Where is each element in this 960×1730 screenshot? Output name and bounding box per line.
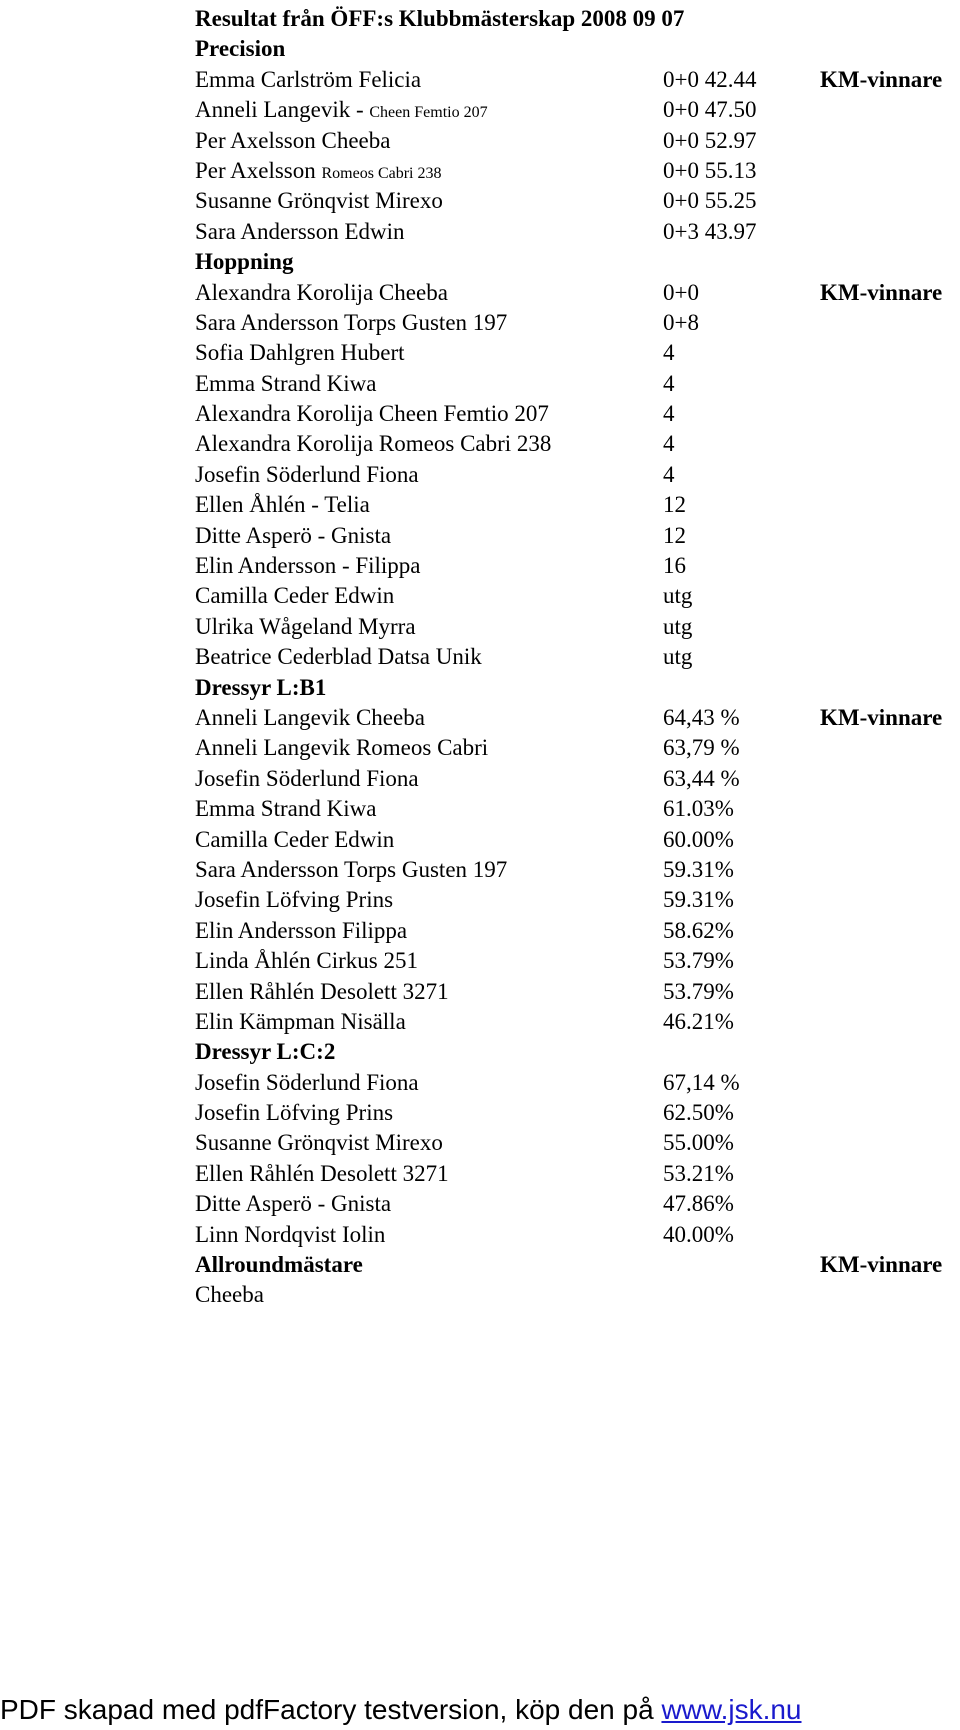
rider-name: Susanne Grönqvist Mirexo: [195, 188, 443, 214]
rider-name: Emma Carlström Felicia: [195, 66, 422, 92]
result-row: [195, 186, 955, 216]
rider-name: Alexandra Korolija Cheen Femtio 207: [195, 401, 549, 427]
result-value: 63,79 %: [663, 735, 740, 761]
result-row: [195, 764, 955, 794]
rider-horse-name: [195, 1220, 385, 1250]
result-value: 0+0: [663, 279, 699, 305]
rider-name: Alexandra Korolija Romeos Cabri 238: [195, 431, 552, 457]
rider-name: Anneli Langevik Romeos Cabri: [195, 735, 489, 761]
rider-name: Sara Andersson Edwin: [195, 218, 405, 244]
rider-horse-name: [195, 278, 448, 308]
rider-name: Cheeba: [195, 1282, 264, 1308]
result-value: 0+0 55.13: [663, 157, 757, 183]
result-row: [195, 338, 955, 368]
result-value: 0+0 55.25: [663, 188, 757, 214]
result-row: [195, 885, 955, 915]
result-row: [195, 369, 955, 399]
rider-horse-name: [195, 460, 419, 490]
rider-horse-name: [195, 703, 425, 733]
rider-name: Josefin Löfving Prins: [195, 887, 394, 913]
results-document: [195, 4, 955, 1311]
section-heading: [195, 1037, 955, 1067]
result-row: [195, 217, 955, 247]
rider-horse-name: [195, 429, 551, 459]
result-row: [195, 490, 955, 520]
rider-horse-name: [195, 156, 442, 189]
result-row: [195, 1189, 955, 1219]
result-value: 0+3 43.97: [663, 218, 757, 244]
result-row: [195, 429, 955, 459]
rider-name: Ellen Åhlén - Telia: [195, 492, 370, 518]
result-value: utg: [663, 613, 693, 639]
result-row: [195, 855, 955, 885]
rider-name: Linda Åhlén Cirkus 251: [195, 948, 418, 974]
rider-name: Beatrice Cederblad Datsa Unik: [195, 644, 482, 670]
rider-horse-name: [195, 1280, 264, 1310]
rider-name: Sara Andersson Torps Gusten 197: [195, 856, 508, 882]
result-value: 59.31%: [663, 887, 734, 913]
result-value: 4: [663, 370, 675, 396]
rider-name: Elin Kämpman Nisälla: [195, 1008, 406, 1034]
winner-label: KM-vinnare: [820, 66, 943, 92]
document-title: Resultat från ÖFF:s Klubbmästerskap 2008 09 07: [195, 6, 685, 31]
result-value: 4: [663, 340, 675, 366]
result-row: [195, 1128, 955, 1158]
rider-name: Emma Strand Kiwa: [195, 370, 377, 396]
result-row: [195, 1068, 955, 1098]
rider-name: Per Axelsson: [195, 157, 322, 183]
result-row: [195, 703, 955, 733]
rider-horse-name: [195, 551, 421, 581]
result-value: 40.00%: [663, 1221, 734, 1247]
rider-horse-name: [195, 885, 393, 915]
rider-name: Elin Andersson Filippa: [195, 917, 408, 943]
result-value: 47.86%: [663, 1191, 734, 1217]
rider-name: Josefin Söderlund Fiona: [195, 1069, 419, 1095]
footer-text: PDF skapad med pdfFactory testversion, köp den på: [0, 1694, 662, 1725]
result-value: utg: [663, 644, 693, 670]
rider-name: Alexandra Korolija Cheeba: [195, 279, 448, 305]
rider-horse-name: [195, 977, 449, 1007]
result-value: 61.03%: [663, 796, 734, 822]
rider-horse-name: [195, 1159, 449, 1189]
rider-name: Anneli Langevik Cheeba: [195, 704, 425, 730]
rider-horse-name: [195, 217, 405, 247]
result-row: [195, 1007, 955, 1037]
result-row: [195, 399, 955, 429]
result-row: [195, 156, 955, 186]
result-value: utg: [663, 583, 693, 609]
result-row: [195, 1280, 955, 1310]
result-value: 67,14 %: [663, 1069, 740, 1095]
winner-label: KM-vinnare: [820, 279, 943, 305]
rider-horse-name: [195, 521, 391, 551]
rider-name: Josefin Löfving Prins: [195, 1100, 394, 1126]
rider-horse-name: [195, 338, 405, 368]
result-row: [195, 65, 955, 95]
result-value: 58.62%: [663, 917, 734, 943]
result-value: 4: [663, 461, 675, 487]
result-row: [195, 278, 955, 308]
result-row: [195, 825, 955, 855]
section-heading-label: Dressyr L:B1: [195, 674, 327, 700]
rider-horse-name: [195, 1068, 419, 1098]
result-value: 60.00%: [663, 826, 734, 852]
rider-horse-name: [195, 369, 376, 399]
result-row: [195, 581, 955, 611]
result-value: 0+0 52.97: [663, 127, 757, 153]
result-value: 12: [663, 522, 686, 548]
result-row: [195, 1098, 955, 1128]
result-value: 62.50%: [663, 1100, 734, 1126]
section-heading-label: Dressyr L:C:2: [195, 1039, 336, 1065]
rider-horse-name: [195, 1128, 443, 1158]
section-heading-label: Precision: [195, 36, 286, 62]
horse-name-small: Cheen Femtio 207: [369, 104, 488, 122]
result-value: 53.21%: [663, 1160, 734, 1186]
rider-name: Ditte Asperö - Gnista: [195, 522, 392, 548]
result-row: [195, 126, 955, 156]
section-heading-label: Hoppning: [195, 249, 294, 275]
rider-horse-name: [195, 186, 443, 216]
rider-horse-name: [195, 1189, 391, 1219]
rider-horse-name: [195, 95, 488, 128]
rider-horse-name: [195, 65, 421, 95]
rider-horse-name: [195, 946, 418, 976]
rider-name: Linn Nordqvist Iolin: [195, 1221, 386, 1247]
result-row: [195, 460, 955, 490]
result-row: [195, 612, 955, 642]
result-value: 46.21%: [663, 1008, 734, 1034]
rider-horse-name: [195, 581, 394, 611]
rider-horse-name: [195, 126, 390, 156]
result-value: 53.79%: [663, 948, 734, 974]
rider-horse-name: [195, 794, 376, 824]
rider-horse-name: [195, 916, 407, 946]
result-value: 12: [663, 492, 686, 518]
rider-horse-name: [195, 825, 394, 855]
rider-name: Ellen Råhlén Desolett 3271: [195, 978, 449, 1004]
result-row: [195, 977, 955, 1007]
horse-name-small: Romeos Cabri 238: [321, 164, 442, 182]
rider-horse-name: [195, 308, 507, 338]
rider-name: Ulrika Wågeland Myrra: [195, 613, 416, 639]
rider-horse-name: [195, 612, 416, 642]
rider-name: Sofia Dahlgren Hubert: [195, 340, 405, 366]
result-row: [195, 946, 955, 976]
results-sections: [195, 34, 955, 1310]
result-value: 16: [663, 553, 686, 579]
result-value: 55.00%: [663, 1130, 734, 1156]
rider-name: Emma Strand Kiwa: [195, 796, 377, 822]
rider-name: Ditte Asperö - Gnista: [195, 1191, 392, 1217]
rider-horse-name: [195, 764, 419, 794]
rider-horse-name: [195, 642, 482, 672]
rider-horse-name: [195, 855, 507, 885]
rider-name: Elin Andersson - Filippa: [195, 553, 421, 579]
winner-label: KM-vinnare: [820, 1252, 943, 1278]
result-value: 53.79%: [663, 978, 734, 1004]
rider-name: Josefin Söderlund Fiona: [195, 461, 419, 487]
result-row: [195, 733, 955, 763]
result-row: [195, 95, 955, 125]
rider-name: Camilla Ceder Edwin: [195, 583, 395, 609]
rider-horse-name: [195, 1098, 393, 1128]
result-value: 0+0 42.44: [663, 66, 757, 92]
section-heading: [195, 673, 955, 703]
rider-horse-name: [195, 399, 549, 429]
rider-name: Ellen Råhlén Desolett 3271: [195, 1160, 449, 1186]
section-heading: [195, 1250, 955, 1280]
rider-name: Camilla Ceder Edwin: [195, 826, 395, 852]
result-value: 0+8: [663, 309, 699, 335]
section-heading-label: Allroundmästare: [195, 1252, 363, 1278]
result-row: [195, 916, 955, 946]
result-value: 0+0 47.50: [663, 97, 757, 123]
footer-link[interactable]: www.jsk.nu: [661, 1694, 802, 1725]
result-value: 4: [663, 401, 675, 427]
rider-name: Per Axelsson Cheeba: [195, 127, 391, 153]
section-heading: [195, 247, 955, 277]
result-value: 4: [663, 431, 675, 457]
rider-name: Susanne Grönqvist Mirexo: [195, 1130, 443, 1156]
result-row: [195, 794, 955, 824]
winner-label: KM-vinnare: [820, 704, 943, 730]
result-row: [195, 521, 955, 551]
result-value: 59.31%: [663, 856, 734, 882]
rider-name: Josefin Söderlund Fiona: [195, 765, 419, 791]
rider-horse-name: [195, 1007, 406, 1037]
result-row: [195, 551, 955, 581]
result-row: [195, 308, 955, 338]
section-heading: [195, 34, 955, 64]
result-value: 64,43 %: [663, 704, 740, 730]
result-row: [195, 642, 955, 672]
result-row: [195, 1220, 955, 1250]
result-row: [195, 1159, 955, 1189]
rider-name: Sara Andersson Torps Gusten 197: [195, 309, 508, 335]
rider-horse-name: [195, 490, 370, 520]
rider-horse-name: [195, 733, 488, 763]
pdf-footer: [0, 1693, 802, 1727]
rider-name: Anneli Langevik -: [195, 97, 370, 123]
result-value: 63,44 %: [663, 765, 740, 791]
